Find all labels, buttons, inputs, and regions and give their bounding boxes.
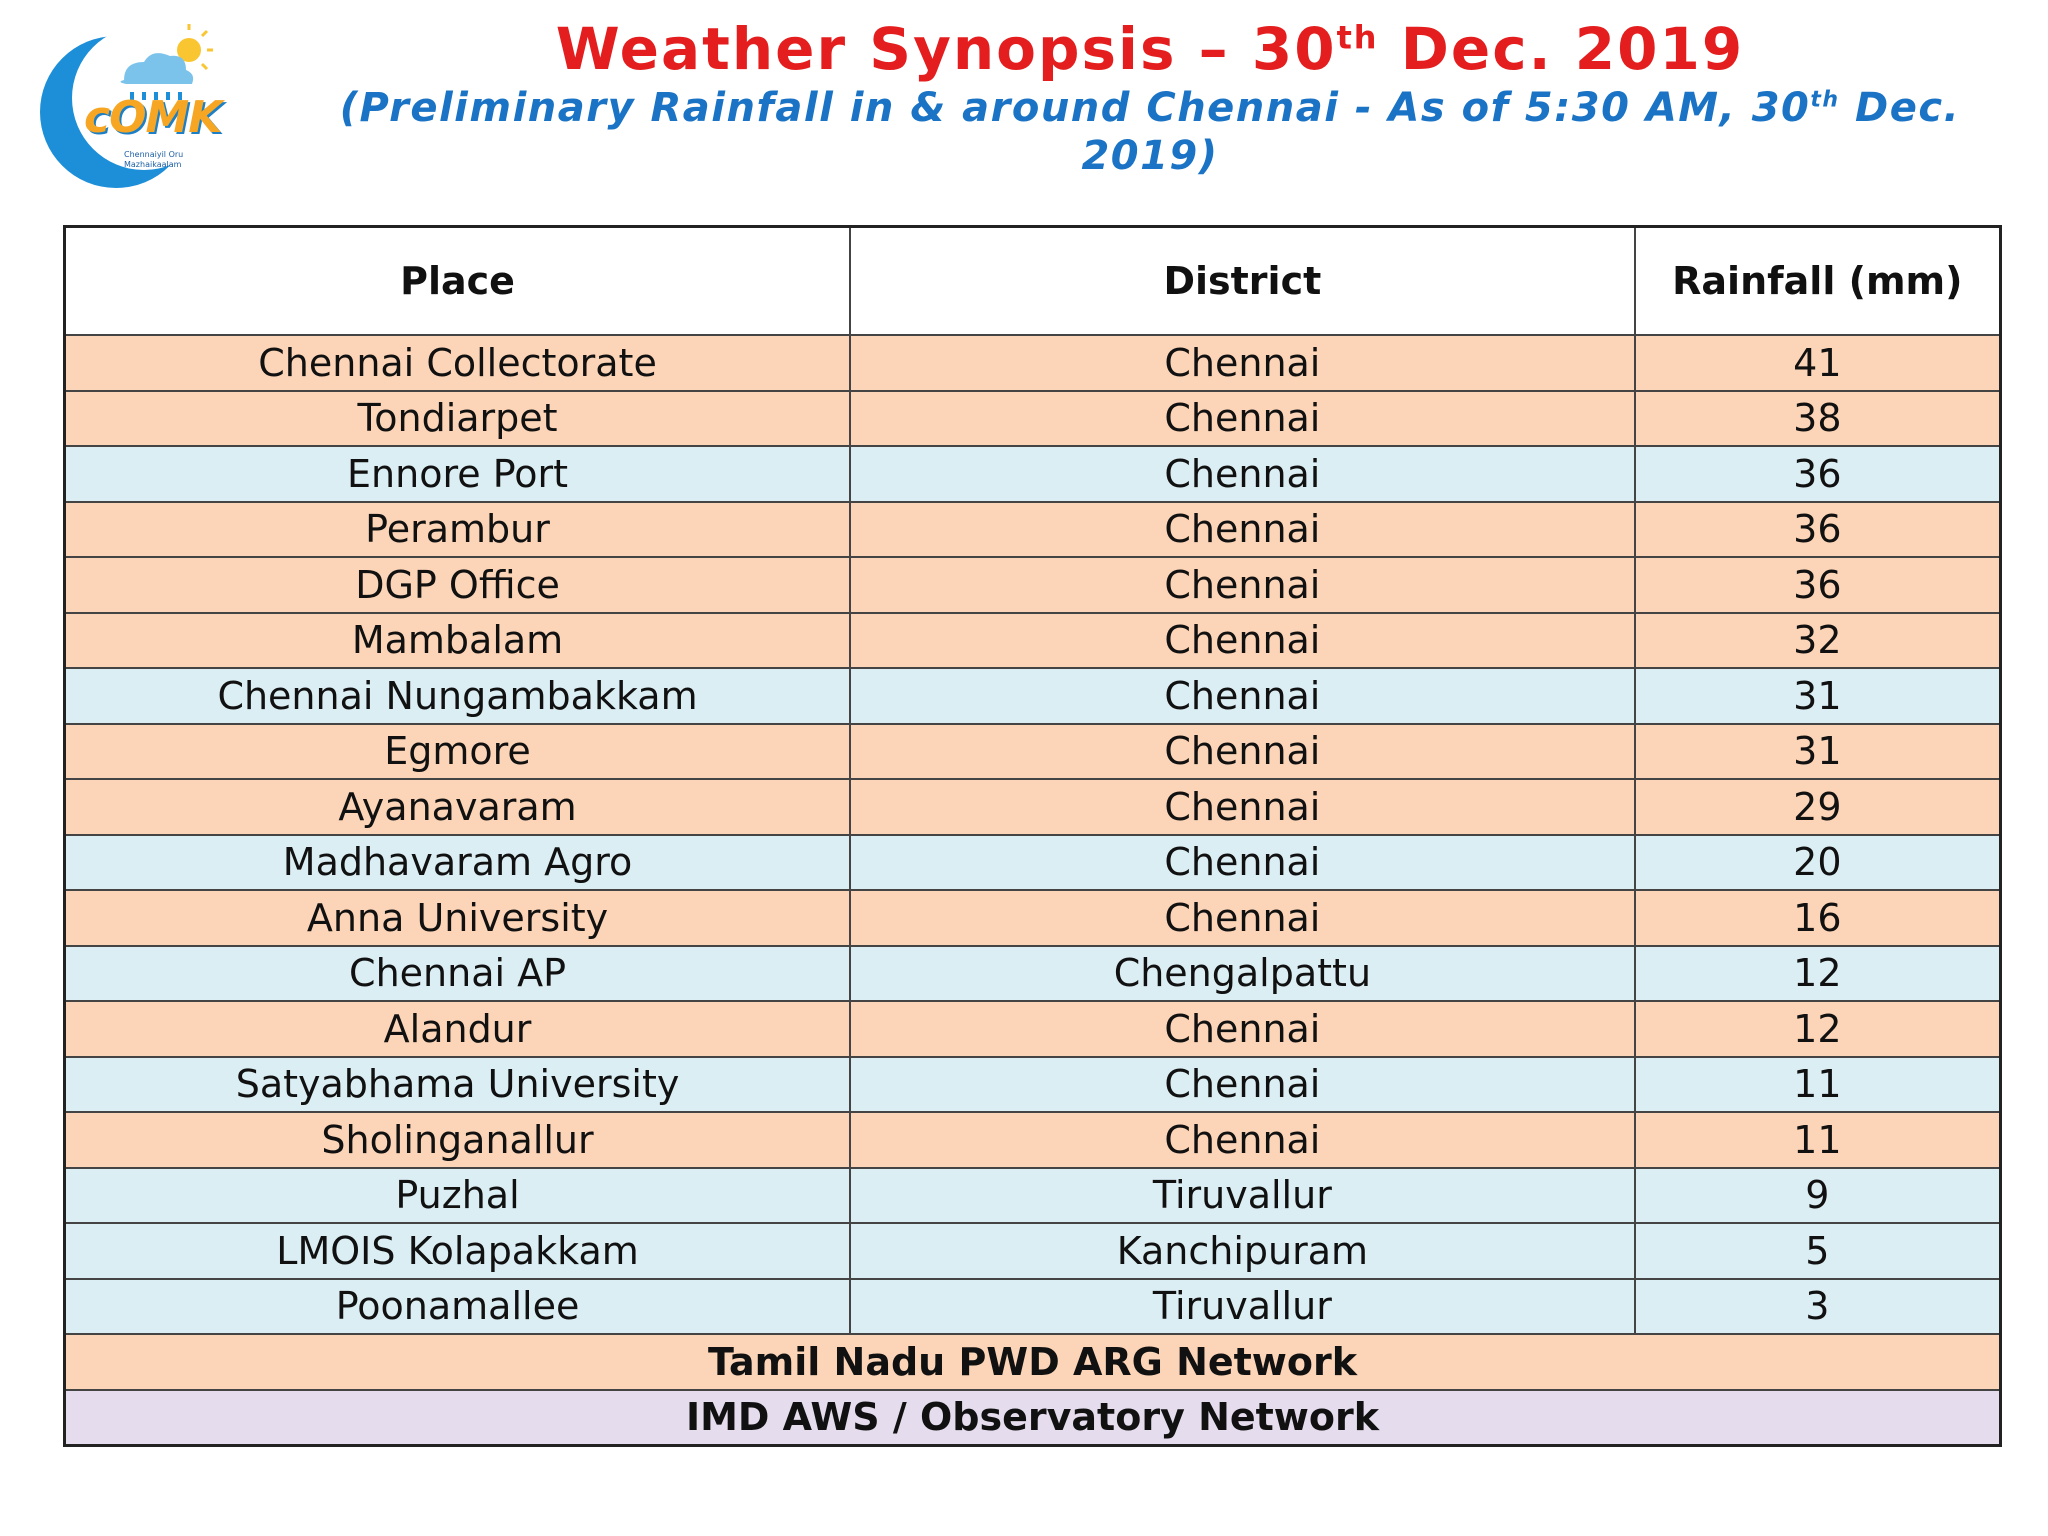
cell-rainfall: 12 <box>1635 946 2001 1002</box>
cell-rainfall: 16 <box>1635 890 2001 946</box>
header-rainfall: Rainfall (mm) <box>1635 227 2001 336</box>
cell-rainfall: 20 <box>1635 835 2001 891</box>
cell-rainfall: 29 <box>1635 779 2001 835</box>
cell-place: Satyabhama University <box>65 1057 851 1113</box>
header-place: Place <box>65 227 851 336</box>
cell-district: Chengalpattu <box>850 946 1635 1002</box>
table-row <box>65 1001 2001 1057</box>
cell-district: Chennai <box>850 613 1635 669</box>
cell-place: LMOIS Kolapakkam <box>65 1223 851 1279</box>
legend-imd: IMD AWS / Observatory Network <box>65 1390 2001 1446</box>
cell-place: Poonamallee <box>65 1279 851 1335</box>
cell-district: Chennai <box>850 1001 1635 1057</box>
cell-place: DGP Office <box>65 557 851 613</box>
cell-place: Perambur <box>65 502 851 558</box>
subtitle-superscript: th <box>1810 87 1840 113</box>
legend-pwd: Tamil Nadu PWD ARG Network <box>65 1334 2001 1390</box>
title-main: Weather Synopsis – 30 <box>555 15 1337 83</box>
cell-district: Chennai <box>850 890 1635 946</box>
cell-rainfall: 41 <box>1635 335 2001 391</box>
cell-rainfall: 38 <box>1635 391 2001 447</box>
table-row <box>65 335 2001 391</box>
cell-place: Mambalam <box>65 613 851 669</box>
table-row <box>65 1057 2001 1113</box>
cell-district: Chennai <box>850 668 1635 724</box>
cell-place: Sholinganallur <box>65 1112 851 1168</box>
table-row <box>65 668 2001 724</box>
cell-district: Kanchipuram <box>850 1223 1635 1279</box>
cell-district: Tiruvallur <box>850 1168 1635 1224</box>
cell-district: Chennai <box>850 724 1635 780</box>
cell-rainfall: 5 <box>1635 1223 2001 1279</box>
cell-district: Tiruvallur <box>850 1279 1635 1335</box>
table-row <box>65 946 2001 1002</box>
table-row <box>65 391 2001 447</box>
header-district: District <box>850 227 1635 336</box>
table-row <box>65 1168 2001 1224</box>
cell-place: Tondiarpet <box>65 391 851 447</box>
cell-district: Chennai <box>850 779 1635 835</box>
cell-rainfall: 12 <box>1635 1001 2001 1057</box>
cell-district: Chennai <box>850 1112 1635 1168</box>
cell-district: Chennai <box>850 502 1635 558</box>
cell-district: Chennai <box>850 446 1635 502</box>
cell-rainfall: 3 <box>1635 1279 2001 1335</box>
cell-place: Ennore Port <box>65 446 851 502</box>
cell-rainfall: 31 <box>1635 668 2001 724</box>
subtitle-main: (Preliminary Rainfall in & around Chennai - As of 5:30 AM, 30 <box>339 85 1811 131</box>
cell-place: Ayanavaram <box>65 779 851 835</box>
page-title <box>300 14 2000 84</box>
comk-logo <box>24 20 222 190</box>
table-row <box>65 890 2001 946</box>
cell-place: Anna University <box>65 890 851 946</box>
cell-rainfall: 36 <box>1635 557 2001 613</box>
table-row <box>65 724 2001 780</box>
cell-place: Alandur <box>65 1001 851 1057</box>
cell-rainfall: 11 <box>1635 1057 2001 1113</box>
cell-rainfall: 32 <box>1635 613 2001 669</box>
table-body <box>65 335 2001 1334</box>
table-row <box>65 446 2001 502</box>
logo-wordmark: cOMK <box>84 92 222 143</box>
legend-imd-row <box>65 1390 2001 1446</box>
cell-rainfall: 36 <box>1635 502 2001 558</box>
cell-place: Chennai AP <box>65 946 851 1002</box>
table-row <box>65 779 2001 835</box>
cell-rainfall: 31 <box>1635 724 2001 780</box>
table-row <box>65 835 2001 891</box>
cell-district: Chennai <box>850 391 1635 447</box>
rainfall-table <box>63 225 2002 1447</box>
title-superscript: th <box>1336 18 1379 57</box>
logo-tagline: Chennaiyil Oru Mazhaikaalam <box>124 150 184 169</box>
legend-pwd-row <box>65 1334 2001 1390</box>
cell-district: Chennai <box>850 335 1635 391</box>
table-row <box>65 502 2001 558</box>
cell-place: Puzhal <box>65 1168 851 1224</box>
cell-rainfall: 11 <box>1635 1112 2001 1168</box>
cell-place: Madhavaram Agro <box>65 835 851 891</box>
cell-rainfall: 36 <box>1635 446 2001 502</box>
table-header-row <box>65 227 2001 336</box>
page-subtitle <box>300 84 2000 180</box>
cell-district: Chennai <box>850 557 1635 613</box>
table-row <box>65 1112 2001 1168</box>
table-row <box>65 1279 2001 1335</box>
subtitle-end: Dec. 2019) <box>1081 85 1961 179</box>
cell-rainfall: 9 <box>1635 1168 2001 1224</box>
table-row <box>65 1223 2001 1279</box>
title-end: Dec. 2019 <box>1378 15 1745 83</box>
cell-district: Chennai <box>850 1057 1635 1113</box>
cell-district: Chennai <box>850 835 1635 891</box>
cell-place: Chennai Nungambakkam <box>65 668 851 724</box>
table-row <box>65 557 2001 613</box>
cell-place: Egmore <box>65 724 851 780</box>
table-row <box>65 613 2001 669</box>
cell-place: Chennai Collectorate <box>65 335 851 391</box>
